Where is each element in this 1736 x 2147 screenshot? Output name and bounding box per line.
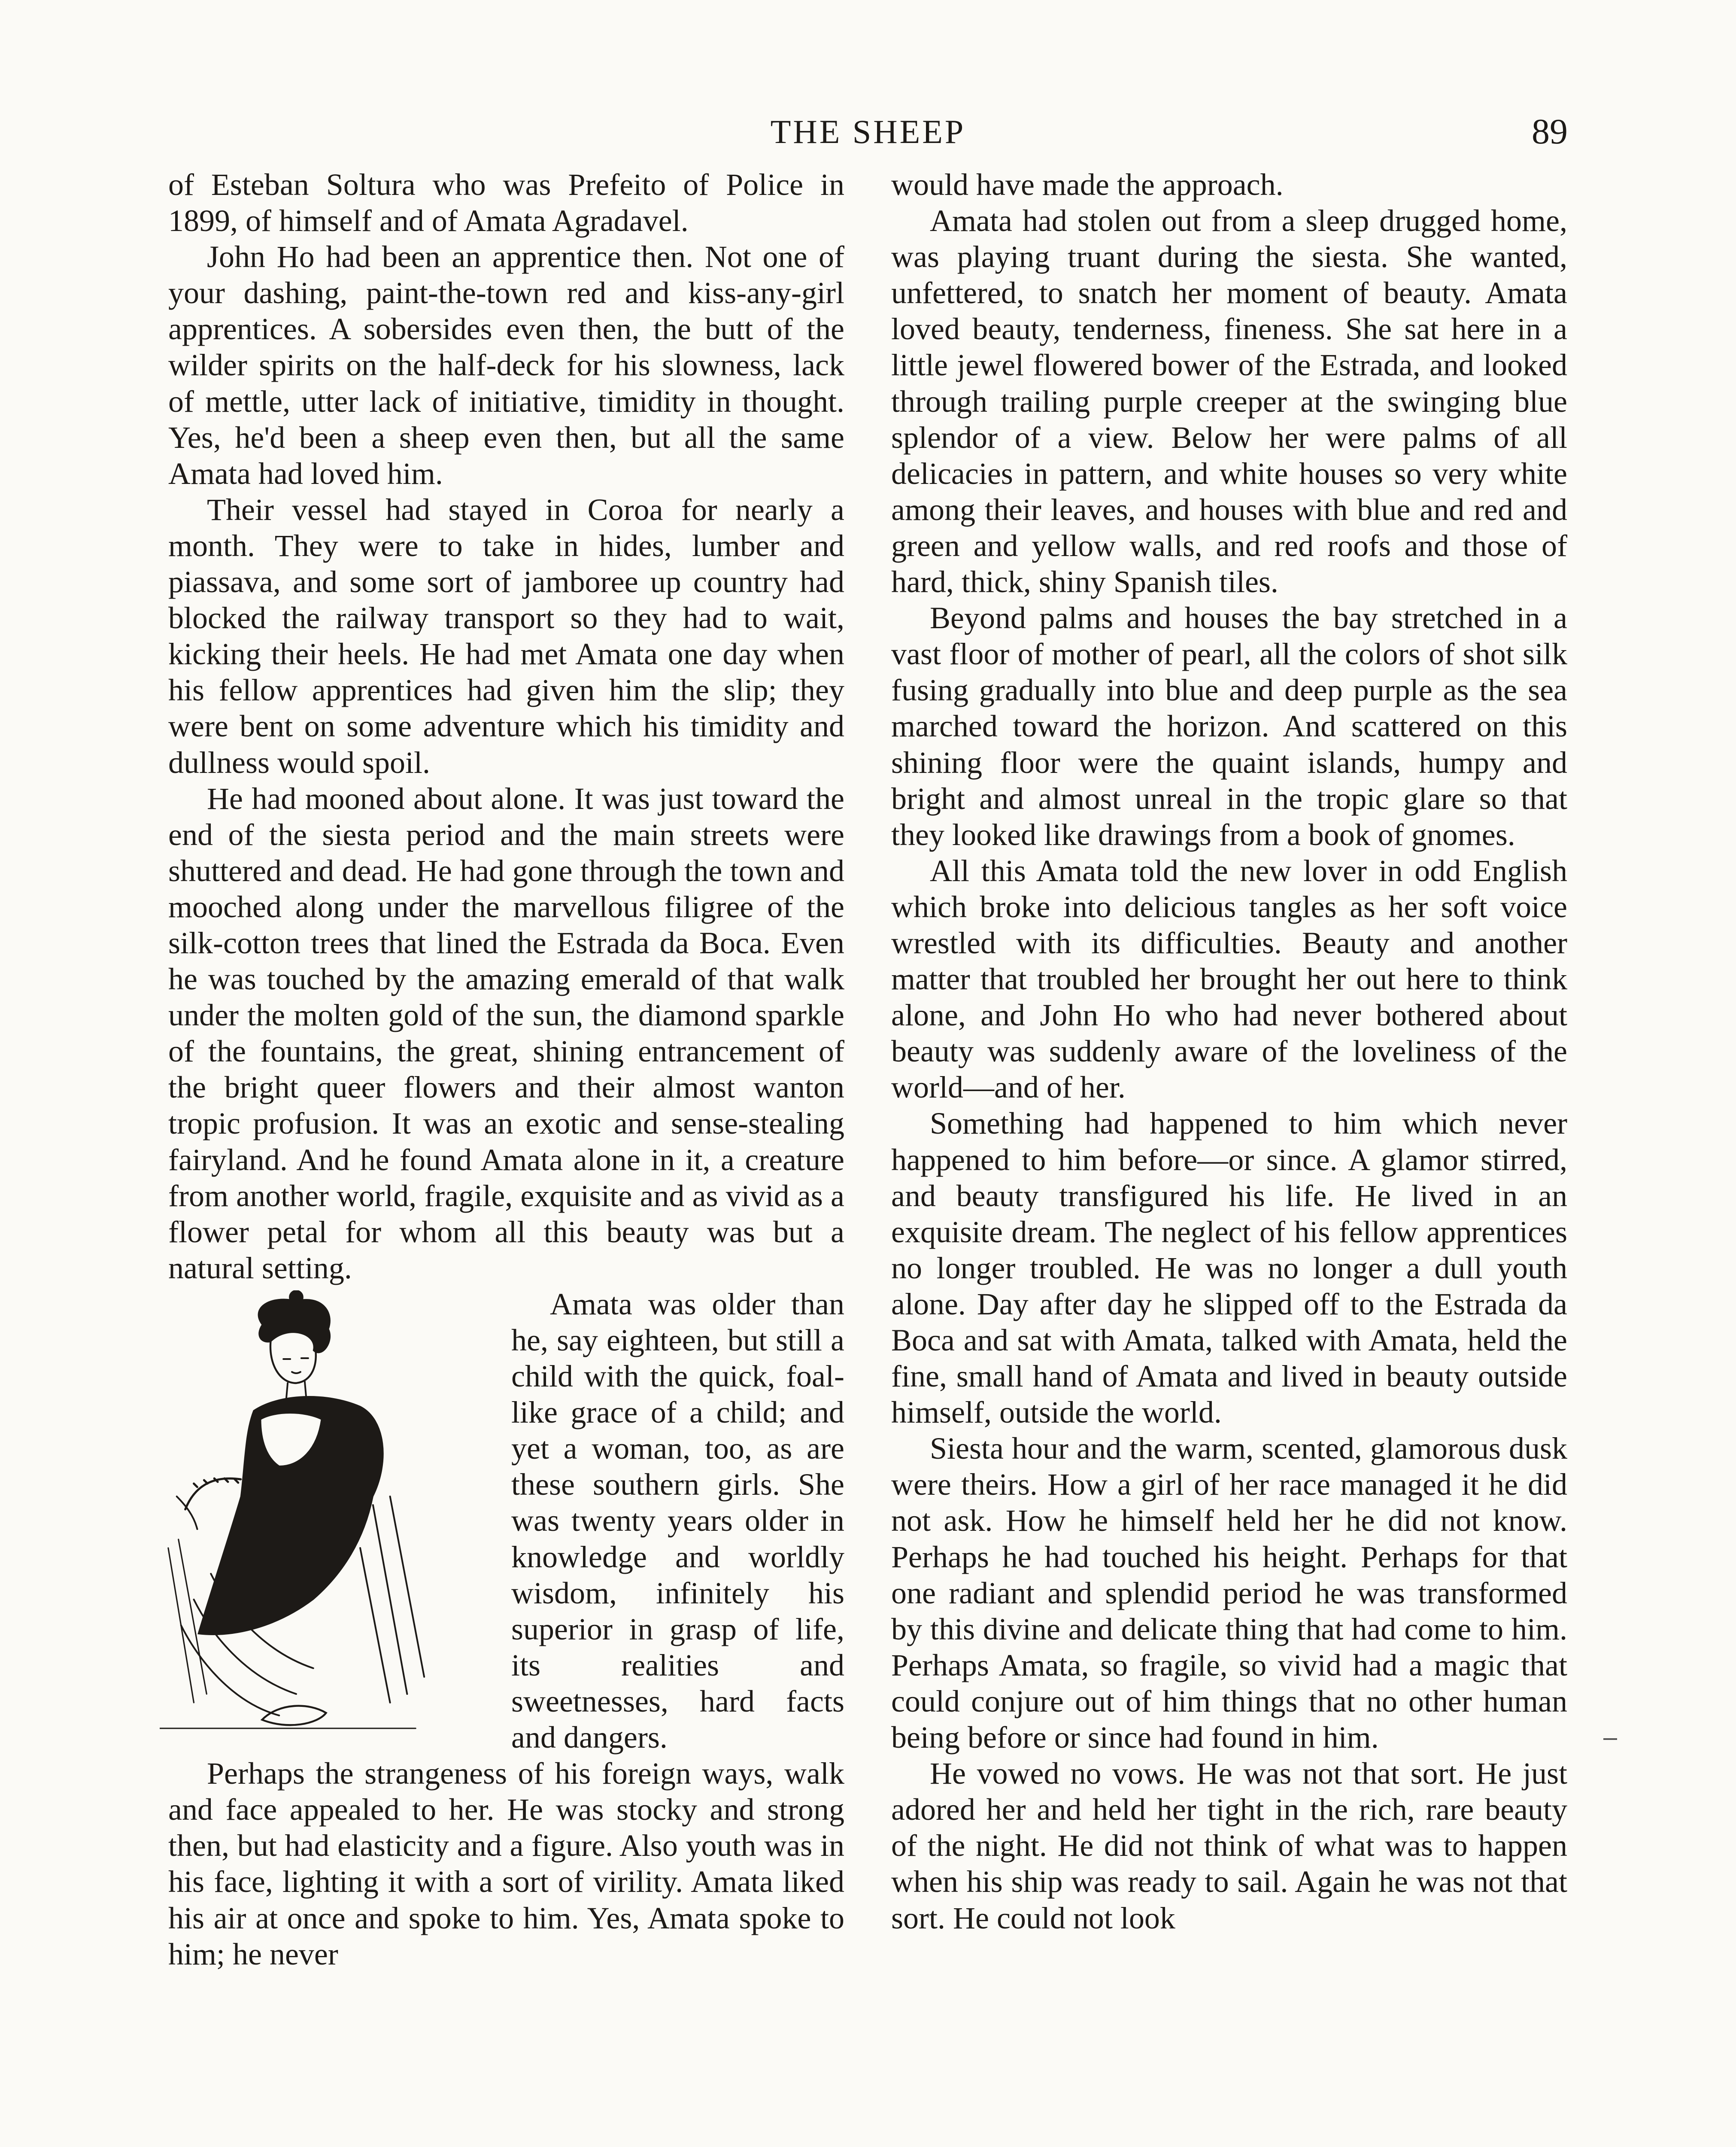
margin-dash [1603, 1738, 1617, 1740]
paragraph: He had mooned about alone. It was just toward the end of the siesta period and the main streets were shuttered and dead. He had gone through the town and mooched along under the marvellous filigree of the silk-cotton trees that lined the Estrada da Boca. Even he was touched by the amazing emerald of that walk under the molten gold of the sun, the diamond sparkle of the fountains, the great, shining entrancement of the bright queer flowers and their almost wanton tropic profusion. It was an exotic and sense-stealing fairyland. And he found Amata alone in it, a creature from another world, fragile, exquisite and as vivid as a flower petal for whom all this beauty was but a natural setting. [168, 781, 844, 1285]
paragraph: Perhaps the strangeness of his foreign ways, walk and face appealed to her. He was stocky and strong then, but had elasticity and a figure. Also youth was in his face, lighting it with a sort of virility. Amata liked his air at once and spoke to him. Yes, Amata spoke to him; he never [168, 1756, 844, 1971]
running-head: THE SHEEP [770, 113, 966, 150]
paragraph: Siesta hour and the warm, scented, glamorous dusk were theirs. How a girl of her race managed it he did not ask. How he himself held her he did not know. Perhaps he had touched his height. Perhaps for that one radiant and splendid period he was transformed by this divine and delicate thing that had come to him. Perhaps Amata, so fragile, so vivid had a magic that could conjure out of him things that no other human being before or since had found in him. [891, 1431, 1567, 1755]
paragraph: Something had happened to him which never happened to him before—or since. A glamor stirred, and beauty transfigured his life. He lived in an exquisite dream. The neglect of his fellow apprentices no longer troubled. He was no longer a dull youth alone. Day after day he slipped off to the Estrada da Boca and sat with Amata, talked with Amata, held the fine, small hand of Amata and lived in beauty outside himself, outside the world. [891, 1106, 1567, 1430]
right-column [891, 167, 1567, 1936]
paragraph: would have made the approach. [891, 167, 1284, 202]
paragraph: Amata was older than he, say eighteen, but still a child with the quick, foal-like grace of a child; and yet a woman, too, as are these southern girls. She was twenty years older in knowledge and worldly wisdom, infinitely his superior in grasp of life, its realities and sweetnesses, hard facts and dangers. [511, 1286, 844, 1755]
paragraph: Their vessel had stayed in Coroa for nearly a month. They were to take in hides, lumber and piassava, and some sort of jamboree up country had blocked the railway transport so they had to wait, kicking their heels. He had met Amata one day when his fellow apprentices had given him the slip; they were bent on some adventure which his timidity and dullness would spoil. [168, 492, 844, 780]
paragraph: of Esteban Soltura who was Prefeito of Police in 1899, of himself and of Amata Agradavel. [168, 167, 844, 238]
paragraph: He vowed no vows. He was not that sort. He just adored her and held her tight in the rich, rare beauty of the night. He did not think of what was to happen when his ship was ready to sail. Again he was not that sort. He could not look [891, 1756, 1567, 1935]
seated-woman-illustration [160, 1290, 501, 1737]
paragraph: John Ho had been an apprentice then. Not one of your dashing, paint-the-town red and kiss-any-girl apprentices. A sobersides even then, the butt of the wilder spirits on the half-deck for his slowness, lack of mettle, utter lack of initiative, timidity in thought. Yes, he'd been a sheep even then, but all the same Amata had loved him. [168, 240, 844, 491]
page-number: 89 [1532, 112, 1568, 152]
paragraph: Beyond palms and houses the bay stretched in a vast floor of mother of pearl, all the colors of shot silk fusing gradually into blue and deep purple as the sea marched toward the horizon. And scattered on this shining floor were the quaint islands, humpy and bright and almost unreal in the tropic glare so that they looked like drawings from a book of gnomes. [891, 601, 1567, 852]
paragraph: All this Amata told the new lover in odd English which broke into delicious tangles as her soft voice wrestled with its difficulties. Beauty and another matter that troubled her brought her out here to think alone, and John Ho who had never bothered about beauty was suddenly aware of the loveliness of the world—and of her. [891, 853, 1567, 1105]
left-column [168, 167, 844, 1972]
paragraph: Amata had stolen out from a sleep drugged home, was playing truant during the siesta. She wanted, unfettered, to snatch her moment of beauty. Amata loved beauty, tenderness, fineness. She sat here in a little jewel flowered bower of the Estrada, and looked through trailing purple creeper at the swinging blue splendor of a view. Below her were palms of all delicacies in pattern, and white houses so very white among their leaves, and houses with blue and red and green and yellow walls, and red roofs and those of hard, thick, shiny Spanish tiles. [891, 204, 1567, 599]
